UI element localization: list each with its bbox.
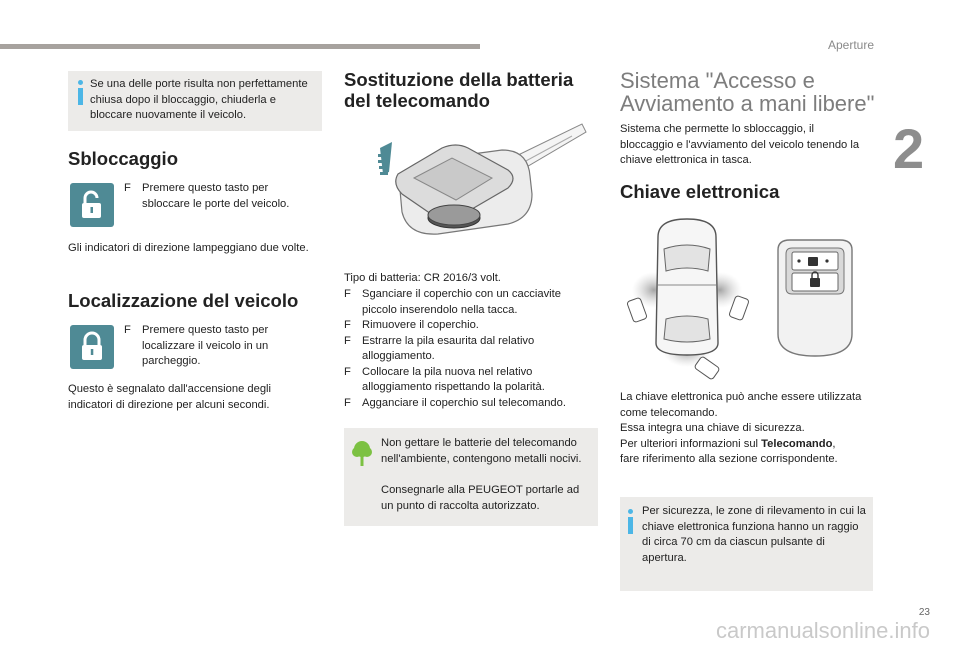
battery-title: Sostituzione della batteria del telecomando (344, 69, 574, 111)
smart-key-text-4: fare riferimento alla sezione corrispondente. (620, 453, 838, 465)
smart-key-text-2: Essa integra una chiave di sicurezza. (620, 422, 805, 434)
page-number: 23 (918, 607, 930, 618)
eco-note-box (344, 428, 598, 526)
bullet-marker: F (344, 396, 351, 409)
info-icon (626, 509, 636, 535)
door-note-box (68, 71, 322, 131)
unlock-icon (70, 183, 114, 227)
smart-key-text-3-prefix: Per ulteriori informazioni sul (620, 437, 762, 450)
battery-steps (344, 287, 588, 411)
battery-step-text: Agganciare il coperchio sul telecomando. (362, 396, 566, 409)
battery-step-text: Collocare la pila nuova nel relativo alloggiamento rispettando la polarità. (362, 365, 545, 393)
lock-icon (70, 325, 114, 369)
unlock-title: Sbloccaggio (68, 148, 178, 169)
door-note-text: Se una delle porte risulta non perfettamente chiusa dopo il bloccaggio, chiuderla e bloccare nuovamente il veicolo. (90, 78, 308, 121)
safety-note-box (620, 497, 873, 591)
unlock-button-icon (70, 183, 114, 227)
remote-control-reference: Telecomando (761, 437, 833, 450)
lock-button-icon (70, 325, 114, 369)
chapter-number: 2 (893, 117, 925, 180)
eco-tree-icon (352, 440, 372, 468)
bullet-marker: F (124, 324, 131, 336)
section-label: Aperture (827, 38, 874, 52)
battery-step-text: Rimuovere il coperchio. (362, 319, 479, 331)
bullet-marker: F (124, 182, 131, 194)
handsfree-title: Sistema "Accesso e Avviamento a mani libere" (620, 68, 875, 116)
battery-step-text: Sganciare il coperchio con un cacciavite piccolo inserendolo nella tacca. (362, 288, 561, 316)
header-bar (0, 44, 480, 49)
remote-key-illustration (372, 120, 592, 240)
bullet-marker: F (344, 334, 351, 347)
safety-note-text: Per sicurezza, le zone di rilevamento in cui la chiave elettronica funziona hanno un raggio di circa 70 cm da ciascun pulsante di apertura. (642, 505, 866, 564)
locate-title: Localizzazione del veicolo (68, 290, 299, 311)
battery-step (344, 318, 588, 334)
eco-note-text-1: Non gettare le batterie del telecomando nell'ambiente, contengono metalli nocivi. (381, 437, 582, 465)
handsfree-intro: Sistema che permette lo sbloccaggio, il bloccaggio e l'avviamento del veicolo tenendo la chiave elettronica in tasca. (620, 123, 860, 166)
battery-step (344, 334, 588, 365)
unlock-step-text: Premere questo tasto per sbloccare le porte del veicolo. (142, 182, 290, 210)
eco-note-text-2: Consegnarle alla PEUGEOT portarle ad un punto di raccolta autorizzato. (381, 484, 580, 512)
locate-after-text: Questo è segnalato dall'accensione degli indicatori di direzione per alcuni secondi. (68, 383, 272, 411)
bullet-marker: F (344, 319, 351, 331)
info-icon (76, 80, 86, 106)
locate-step (124, 323, 304, 370)
smart-key-title: Chiave elettronica (620, 181, 780, 202)
watermark: carmanualsonline.info (715, 618, 930, 643)
battery-step-text: Estrarre la pila esaurita dal relativo alloggiamento. (362, 334, 535, 362)
battery-type: Tipo di batteria: CR 2016/3 volt. (344, 272, 501, 284)
smart-key-text-1: La chiave elettronica può anche essere utilizzata come telecomando. (620, 391, 862, 419)
unlock-after-text: Gli indicatori di direzione lampeggiano due volte. (68, 242, 309, 254)
smart-key-text (620, 390, 870, 468)
unlock-step (124, 181, 314, 212)
bullet-marker: F (344, 288, 351, 300)
bullet-marker: F (344, 365, 351, 378)
battery-step (344, 287, 588, 318)
smart-key-text-3 (620, 437, 870, 453)
smart-key-illustration (772, 236, 858, 360)
battery-step (344, 396, 588, 412)
locate-step-text: Premere questo tasto per localizzare il veicolo in un parcheggio. (142, 324, 269, 367)
smart-key-text-3-suffix: , (832, 437, 836, 450)
car-detection-zones-illustration (620, 215, 760, 385)
battery-step (344, 365, 588, 396)
